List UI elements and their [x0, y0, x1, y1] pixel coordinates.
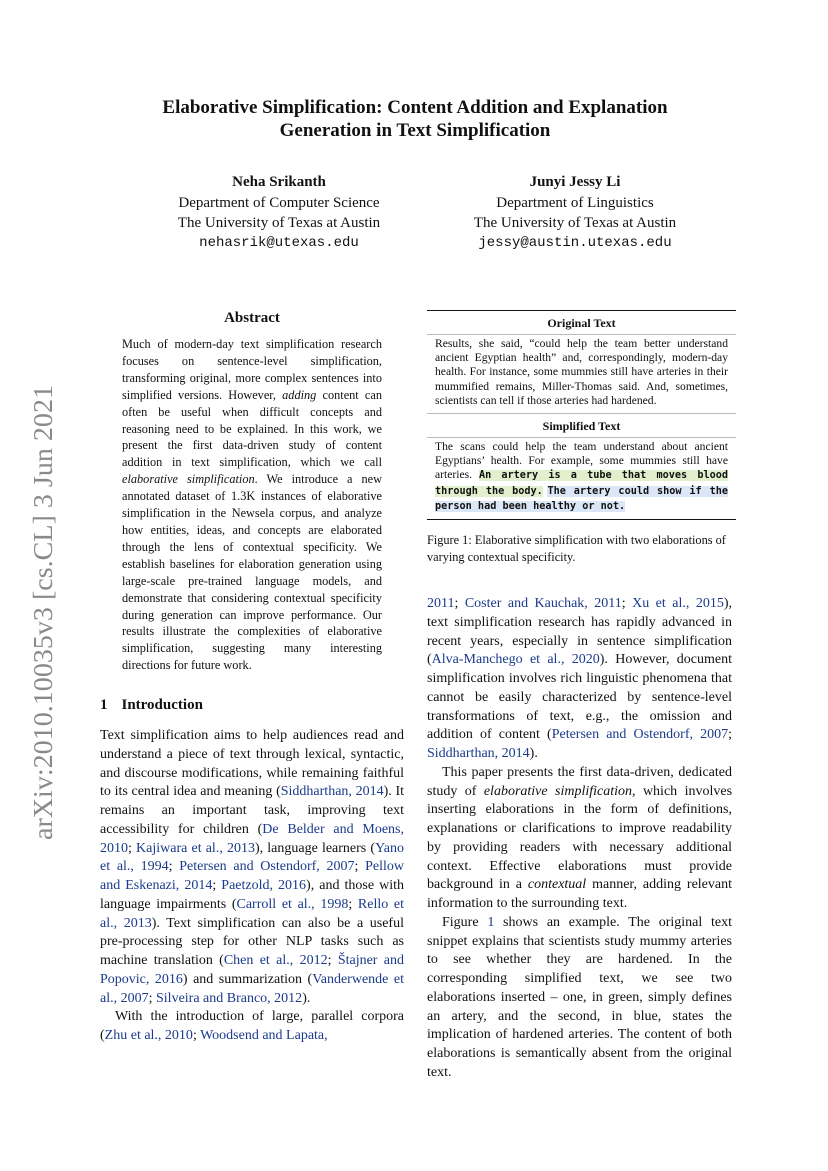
intro-paragraph-3: This paper presents the first data-driven, dedicated study of elaborative simplification, which involves inserting elaborations in the form of definitions, explanations or clarifications to improve readability by providing readers with necessary additional context. Effective elaborations must provide background in a contextual manner, adding relevant information to the surrounding text.	[427, 764, 733, 911]
author-email[interactable]: nehasrik@utexas.edu	[199, 235, 359, 251]
citation-link[interactable]: De Belder and Moens, 2010	[100, 821, 404, 856]
citation-link[interactable]: Carroll et al., 1998	[236, 896, 349, 912]
author-department: Department of Computer Science	[178, 195, 380, 211]
elaboration-blue: The artery could show if the person had been healthy or not.	[435, 485, 728, 512]
figure-reference-link[interactable]: 1	[487, 914, 495, 930]
title-line-1: Elaborative Simplification: Content Addition and Explanation	[162, 97, 668, 118]
intro-paragraph-2: With the introduction of large, parallel corpora (Zhu et al., 2010; Woodsend and Lapata,	[100, 1009, 404, 1043]
intro-paragraph-4: Figure 1 shows an example. The original text snippet explains that scientists study mummy arteries to see whether they are hardened. In the corresponding simplified text, we see two elaborations inserted – one, in green, simply defines an artery, and the second, in blue, states the implication of hardened arteries. The content of both elaborations is semantically absent from the original text.	[427, 914, 732, 1080]
citation-link[interactable]: Pellow and Eskenazi, 2014	[100, 859, 405, 893]
citation-link[interactable]: Chen et al., 2012	[223, 953, 328, 968]
citation-link[interactable]: Paetzold, 2016	[221, 878, 307, 893]
author-name: Junyi Jessy Li	[529, 174, 621, 190]
section-heading-introduction: 1 Introduction	[100, 697, 203, 713]
author-email[interactable]: jessy@austin.utexas.edu	[478, 235, 672, 251]
citation-link[interactable]: Štajner and Popovic, 2016	[100, 953, 405, 987]
citation-link[interactable]: Silveira and Branco, 2012	[156, 990, 303, 1006]
citation-link[interactable]: Alva-Manchego et al., 2020	[431, 652, 600, 668]
citation-link[interactable]: Kajiwara et al., 2013	[136, 840, 255, 856]
abstract-heading: Abstract	[224, 310, 280, 326]
author-university: The University of Texas at Austin	[177, 215, 381, 231]
intro-right-column	[427, 595, 732, 1083]
author-name: Neha Srikanth	[232, 174, 326, 190]
original-text-heading: Original Text	[547, 316, 616, 330]
citation-link[interactable]: Petersen and Ostendorf, 2007	[551, 727, 729, 743]
author-block-1	[150, 172, 408, 253]
arxiv-side-label	[14, 380, 64, 840]
paper-title	[100, 96, 730, 142]
citation-link[interactable]: Petersen and Ostendorf, 2007	[179, 859, 355, 875]
figure-1-caption: Figure 1: Elaborative simplification with two elaborations of varying contextual specificity.	[427, 533, 726, 564]
citation-link[interactable]: Vanderwende et al., 2007	[100, 971, 404, 1006]
abstract-body: Much of modern-day text simplification research focuses on sentence-level simplification, transforming original, more complex sentences into simplified versions. However, adding content can often be useful when difficult concepts and reasoning need to be explained. In this work, we present the first data-driven study of content addition in text simplification, which we call elaborative simplification. We introduce a new annotated dataset of 1.3K instances of elaborative simplification in the Newsela corpus, and analyze how entities, ideas, and concepts are elaborated through the lens of contextual specificity. We establish baselines for elaboration generation using large-scale pre-trained language models, and demonstrate that considering contextual specificity during generation can improve performance. Our results illustrate the complexities of elaborative simplification, suggesting many interesting directions for future work.	[122, 337, 382, 673]
simplified-text-heading: Simplified Text	[542, 419, 621, 434]
citation-link[interactable]: Zhu et al., 2010	[104, 1028, 193, 1043]
intro-paragraph-2-cont: 2011; Coster and Kauchak, 2011; Xu et al., 2015), text simplification research has rapidly advanced in recent years, especially in sentence simplification (Alva-Manchego et al., 2020). However, document simplification involves rich linguistic phenomena that cannot be easily characterized by sentence-level transformations of text, e.g., the omission and addition of content (Petersen and Ostendorf, 2007; Siddharthan, 2014).	[427, 596, 732, 761]
title-line-2: Generation in Text Simplification	[279, 120, 551, 141]
citation-link[interactable]: Xu et al., 2015	[632, 596, 724, 611]
author-department: Department of Linguistics	[496, 195, 654, 211]
figure-1	[427, 310, 736, 520]
author-block-2	[425, 172, 725, 253]
citation-link[interactable]: Coster and Kauchak, 2011	[464, 596, 622, 611]
citation-link[interactable]: 2011	[427, 596, 455, 611]
citation-link[interactable]: Siddharthan, 2014	[280, 784, 384, 800]
intro-paragraph-1: Text simplification aims to help audiences read and understand a piece of text through lexical, syntactic, and discourse modifications, while remaining faithful to its central idea and meaning (Siddharthan, 2014). It remains an important task, improving text accessibility for children (De Belder and Moens, 2010; Kajiwara et al., 2013), language learners (Yano et al., 1994; Petersen and Ostendorf, 2007; Pellow and Eskenazi, 2014; Paetzold, 2016), and those with language impairments (Carroll et al., 1998; Rello et al., 2013). Text simplification can also be a useful pre-processing step for other NLP tasks such as machine translation (Chen et al., 2012; Štajner and Popovic, 2016) and summarization (Vanderwende et al., 2007; Silveira and Branco, 2012).	[100, 728, 405, 1006]
citation-link[interactable]: Siddharthan, 2014	[427, 746, 530, 761]
citation-link[interactable]: Rello et al., 2013	[100, 896, 404, 931]
elaboration-green: An artery is a tube that moves blood through the body.	[435, 470, 728, 497]
intro-left-column	[100, 727, 404, 1046]
simplified-text-body: The scans could help the team understand about ancient Egyptians’ health. For example, some mummies still have arteries. An artery is a tube that moves blood through the body. The artery could show if the person had been healthy or not.	[435, 440, 728, 512]
author-university: The University of Texas at Austin	[473, 215, 677, 231]
citation-link[interactable]: Woodsend and Lapata,	[200, 1028, 328, 1043]
original-text-body: Results, she said, “could help the team better understand ancient Egyptian health” and, correspondingly, modern-day health. For instance, some mummies still have arteries in their mummified remains, Miller-Thomas said. And, sometimes, scientists can tell if those arteries had hardened.	[435, 337, 728, 407]
arxiv-identifier: arXiv:2010.10035v3 [cs.CL] 3 Jun 2021	[28, 402, 58, 840]
citation-link[interactable]: Yano et al., 1994	[100, 840, 404, 875]
